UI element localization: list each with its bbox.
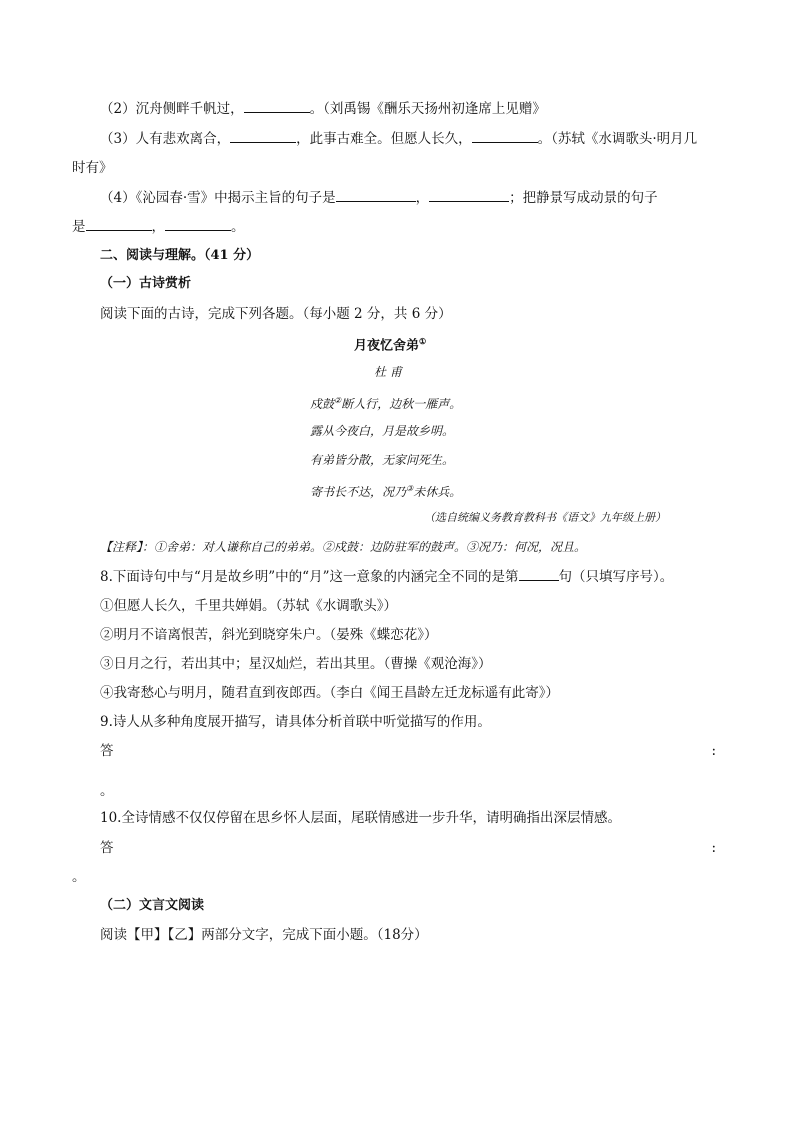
q10-stem: 10.全诗情感不仅仅停留在思乡怀人层面，尾联情感进一步升华，请明确指出深层情感。 <box>100 810 621 826</box>
blank-q3-2[interactable] <box>472 128 538 143</box>
q10-answer-end: 。 <box>72 869 86 885</box>
fill-q4-f: 。 <box>231 219 245 235</box>
q9-answer-end: 。 <box>100 783 114 799</box>
fill-q4-b: ， <box>415 190 430 206</box>
part2-heading: （二）文言文阅读 <box>100 898 205 913</box>
poem-title <box>354 331 426 356</box>
fill-q3-b: ，此事古难全。但愿人长久， <box>296 131 472 147</box>
poem-line1 <box>310 391 461 414</box>
fill-q3-line2 <box>72 158 113 178</box>
blank-q3-1[interactable] <box>230 128 296 143</box>
poem-source: （选自统编义务教育教科书《语文》九年级上册） <box>424 511 666 524</box>
q10-answer-colon: : <box>711 840 716 856</box>
blank-q4-2[interactable] <box>429 187 509 202</box>
poem-title-mark: ① <box>419 336 427 346</box>
q10-answer-label: 答 <box>100 840 114 856</box>
q8-option-1: ①但愿人长久，千里共婵娟。（苏轼《水调歌头》） <box>100 598 397 614</box>
poem-author: 杜 甫 <box>374 365 402 379</box>
q8-stem-b: 句（只填写序号）。 <box>558 569 674 585</box>
poem-line1-a: 戍鼓 <box>310 397 335 411</box>
fill-q3-c: 。（苏轼《水调歌头·明月几 <box>537 131 698 147</box>
fill-q2 <box>100 98 546 119</box>
fill-q4-a: （4）《沁园春·雪》中揭示主旨的句子是 <box>100 190 336 206</box>
q9-answer-label: 答 <box>100 743 114 759</box>
q10-answer-row[interactable] <box>100 838 716 858</box>
fill-q4-c: ；把静景写成动景的句子 <box>509 190 658 206</box>
fill-q3-d: 时有》 <box>72 160 113 176</box>
fill-q2-suffix: 。（刘禹锡《酬乐天扬州初逢席上见赠》 <box>309 101 546 117</box>
fill-q3-a: （3）人有悲欢离合， <box>100 131 231 147</box>
blank-q4-4[interactable] <box>165 216 231 231</box>
blank-q4-1[interactable] <box>336 187 416 202</box>
q8-stem-a: 8.下面诗句中与“月是故乡明”中的“月”这一意象的内涵完全不同的是第 <box>100 569 519 585</box>
poem-title-text: 月夜忆舍弟 <box>354 338 420 354</box>
poem-line4-a: 寄书长不达，况乃 <box>310 485 407 499</box>
poem-line1-mark: ② <box>334 396 342 405</box>
poem-line4 <box>310 479 461 502</box>
part2-instruction: 阅读【甲】【乙】两部分文字，完成下面小题。（18分） <box>100 927 428 943</box>
poem-line4-mark: ③ <box>406 484 414 493</box>
q9-answer-colon: : <box>711 743 716 759</box>
section2-heading: 二、阅读与理解。（41 分） <box>100 248 260 263</box>
q8-option-2: ②明月不谙离恨苦，斜光到晓穿朱户。（晏殊《蝶恋花》） <box>100 627 438 643</box>
part1-heading: （一）古诗赏析 <box>100 276 192 291</box>
fill-q2-prefix: （2）沉舟侧畔千帆过， <box>100 101 244 117</box>
blank-q8[interactable] <box>519 566 559 581</box>
part1-instruction: 阅读下面的古诗，完成下列各题。（每小题 2 分，共 6 分） <box>100 306 452 322</box>
fill-q4-line1 <box>100 187 658 208</box>
q8-stem <box>100 566 673 587</box>
q9-answer-row[interactable] <box>100 741 716 761</box>
q9-stem: 9.诗人从多种角度展开描写，请具体分析首联中听觉描写的作用。 <box>100 714 491 730</box>
blank-q2[interactable] <box>244 98 310 113</box>
poem-line4-b: 未休兵。 <box>413 485 462 499</box>
q8-option-3: ③日月之行，若出其中；星汉灿烂，若出其里。（曹操《观沧海》） <box>100 656 492 672</box>
blank-q4-3[interactable] <box>86 216 152 231</box>
poem-line3: 有弟皆分散，无家问死生。 <box>310 453 455 467</box>
poem-line1-b: 断人行，边秋一雁声。 <box>341 397 462 411</box>
q8-option-4: ④我寄愁心与明月，随君直到夜郎西。（李白《闻王昌龄左迁龙标遥有此寄》） <box>100 685 559 701</box>
fill-q4-e: ， <box>151 219 165 235</box>
poem-notes: 【注释】：①舍弟：对人谦称自己的弟弟。②戍鼓：边防驻军的鼓声。③况乃：何况，况且。 <box>100 540 587 554</box>
poem-line2: 露从今夜白，月是故乡明。 <box>310 424 455 438</box>
fill-q3-line1 <box>100 128 697 149</box>
fill-q4-d: 是 <box>72 219 86 235</box>
fill-q4-line2 <box>72 216 245 237</box>
